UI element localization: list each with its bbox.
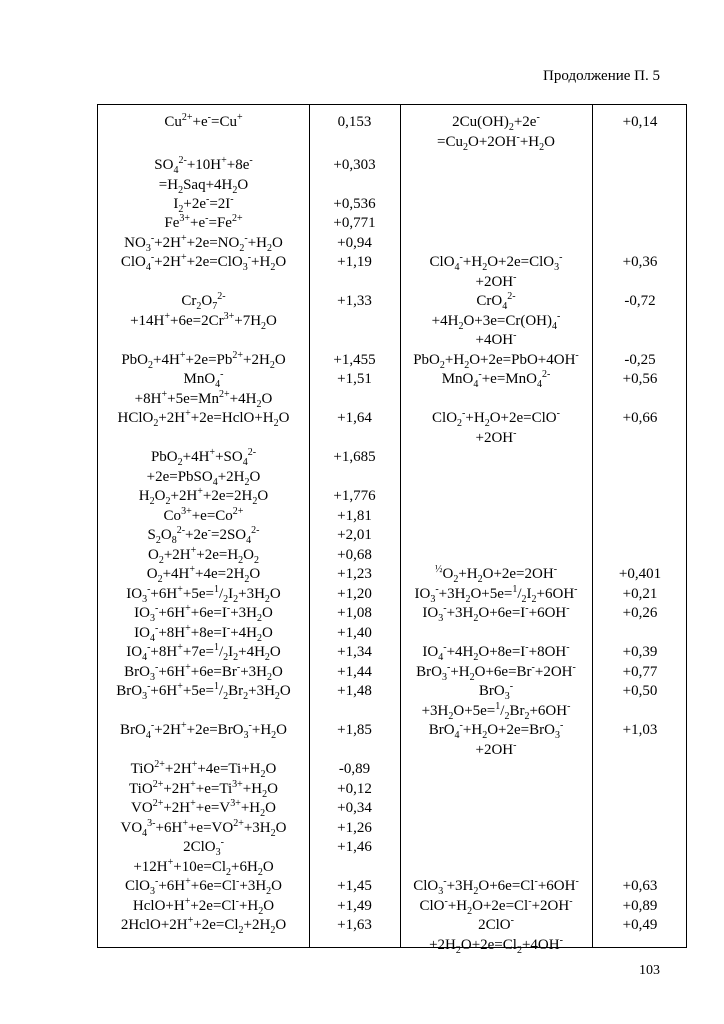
alkaline-reaction: $PbO_2+H_2O+2e=PbO+4OH^-$ <box>413 350 579 371</box>
acid-potential: +1,19 <box>337 254 372 270</box>
alkaline-potential: +0,63 <box>622 878 658 894</box>
acid-potential: +0,34 <box>337 800 372 816</box>
alkaline-reaction: BrO$_3$- $+3H_2O+5e=^1/_2Br_2+6OH^-$ <box>421 681 571 722</box>
acid-potential: +1,685 <box>333 449 376 465</box>
acid-potential: +1,81 <box>337 508 372 524</box>
acid-reaction: $HClO_2+2H^++2e=HclO+H_2O$ <box>117 408 290 429</box>
alkaline-potential: -0,25 <box>624 352 656 368</box>
acid-potential: +0,771 <box>333 215 376 231</box>
alkaline-reaction: $IO_3^-+3H_2O+5e=^1/_2I_2+6OH^-$ <box>414 584 578 605</box>
alkaline-potential: -0,72 <box>624 293 656 309</box>
acid-potential: +0,536 <box>333 196 376 212</box>
alkaline-reaction: $IO_4^-+4H_2O+8e=I^-+8OH^-$ <box>422 642 570 663</box>
acid-potential: +1,85 <box>337 722 372 738</box>
alkaline-potential: +0,26 <box>622 605 658 621</box>
acid-reaction: $IO_4^-+8H^++8e=I^-+4H_2O$ <box>134 623 273 644</box>
alkaline-potential: +0,39 <box>622 644 658 660</box>
acid-reaction: $S_2O_8^{2-}+2e^-=2SO_4^{2-}$ <box>147 525 260 546</box>
alkaline-reaction: $2Cu(OH)_2+2e^-$ $=Cu_2O+2OH^-+H_2O$ <box>437 112 555 153</box>
alkaline-potential: +0,89 <box>622 898 658 914</box>
acid-reaction: $SO_4^{2-}+10H^++8e^-$ $=H_2Saq+4H_2O$ <box>154 155 253 196</box>
alkaline-potential: +0,36 <box>622 254 658 270</box>
running-title: Продолжение П. 5 <box>543 68 660 84</box>
acid-potential: +0,68 <box>337 547 372 563</box>
acid-reaction: $BrO_3^-+6H^++6e=Br^-+3H_2O$ <box>124 662 283 683</box>
acid-potential: +1,26 <box>337 820 372 836</box>
acid-reaction: $Co^{3+}+e=Co^{2+}$ <box>163 506 244 524</box>
acid-reaction: $ClO_4^-+2H^++2e=ClO_3^-+H_2O$ <box>120 252 287 273</box>
acid-potential: +1,63 <box>337 917 372 933</box>
alkaline-reaction: $BrO_4^-+H_2O+2e=BrO_3^-$ +2OH- <box>428 720 564 758</box>
alkaline-reaction: $BrO_3^-+H_2O+6e=Br^-+2OH^-$ <box>416 662 576 683</box>
acid-potential: +1,48 <box>337 683 372 699</box>
acid-reaction: $TiO^{2+}+2H^++4e=Ti+H_2O$ <box>130 759 277 780</box>
acid-potential: 0,153 <box>337 114 372 130</box>
alkaline-potential: +0,77 <box>622 664 658 680</box>
acid-reaction: $BrO_4^-+2H^++2e=BrO_3^-+H_2O$ <box>119 720 288 741</box>
acid-potential: +1,34 <box>337 644 372 660</box>
acid-reaction: $Cr_2O_7^{2-}$ $+14H^++6e=2Cr^{3+}+7H_2O$ <box>130 291 277 332</box>
alkaline-potential: +0,14 <box>622 114 658 130</box>
acid-reaction: $ClO_3^-+6H^++6e=Cl^-+3H_2O$ <box>124 876 283 897</box>
acid-reaction: $PbO_2+4H^++SO_4^{2-}$ $+2e=PbSO_4+2H_2O$ <box>146 447 261 488</box>
page-number: 103 <box>639 963 660 978</box>
acid-potential: +0,303 <box>333 157 376 173</box>
acid-potential: +1,33 <box>337 293 372 309</box>
alkaline-potential: +1,03 <box>622 722 658 738</box>
alkaline-reaction: 2ClO- $+2H_2O+2e=Cl_2+4OH^-$ <box>429 915 563 956</box>
acid-reaction: $NO_3^-+2H^++2e=NO_2^-+H_2O$ <box>124 233 283 254</box>
acid-potential: +1,44 <box>337 664 372 680</box>
column-divider <box>592 105 593 947</box>
acid-reaction: $Cu^{2+}+e^-=Cu^+$ <box>164 112 243 130</box>
alkaline-potential: +0,56 <box>622 371 658 387</box>
alkaline-reaction: $IO_3^-+3H_2O+6e=I^-+6OH^-$ <box>422 603 570 624</box>
acid-potential: +1,64 <box>337 410 372 426</box>
acid-reaction: $I_2+2e^-=2I^-$ <box>173 194 234 215</box>
acid-potential: +1,40 <box>337 625 372 641</box>
acid-reaction: $O_2+4H^++4e=2H_2O$ <box>146 564 261 585</box>
acid-reaction: $BrO_3^-+6H^++5e=^1/_2Br_2+3H_2O$ <box>116 681 291 702</box>
acid-reaction: $VO^{2+}+2H^++e=V^{3+}+H_2O$ <box>131 798 276 819</box>
acid-potential: +1,08 <box>337 605 372 621</box>
alkaline-reaction: $ClO_3^-+3H_2O+6e=Cl^-+6OH^-$ <box>413 876 579 897</box>
acid-reaction: MnO$_4$- $+8H^++5e=Mn^{2+}+4H_2O$ <box>134 369 273 410</box>
acid-potential: +0,12 <box>337 781 372 797</box>
acid-potential: +1,23 <box>337 566 372 582</box>
alkaline-reaction: MnO$_4$-+e=MnO$_4^{2-}$ <box>441 369 551 390</box>
acid-reaction: $HclO+H^++2e=Cl^-+H_2O$ <box>132 896 275 917</box>
acid-potential: +1,776 <box>333 488 376 504</box>
alkaline-reaction: $^{\frac{1}{2}}O_2+H_2O+2e=2OH^-$ <box>434 564 558 585</box>
acid-reaction: $IO_4^-+8H^++7e=^1/_2I_2+4H_2O$ <box>126 642 281 663</box>
alkaline-reaction: $ClO^-+H_2O+2e=Cl^-+2OH^-$ <box>419 896 573 917</box>
alkaline-potential: +0,49 <box>622 917 658 933</box>
acid-reaction: $TiO^{2+}+2H^++e=Ti^{3+}+H_2O$ <box>129 779 278 800</box>
alkaline-potential: +0,401 <box>618 566 662 582</box>
acid-potential: +1,455 <box>333 352 376 368</box>
alkaline-potential: +0,66 <box>622 410 658 426</box>
acid-potential: +1,46 <box>337 839 372 855</box>
acid-potential: +1,45 <box>337 878 372 894</box>
acid-potential: +2,01 <box>337 527 372 543</box>
alkaline-potential: +0,21 <box>622 586 658 602</box>
acid-potential: +0,94 <box>337 235 372 251</box>
acid-reaction: $Fe^{3+}+e^-=Fe^{2+}$ <box>164 213 243 231</box>
acid-potential: -0,89 <box>338 761 371 777</box>
acid-reaction: 2ClO$_3$- $+12H^++10e=Cl_2+6H_2O$ <box>133 837 274 878</box>
acid-reaction: $O_2+2H^++2e=H_2O_2$ <box>147 545 260 566</box>
acid-reaction: $IO_3^-+6H^++6e=I^-+3H_2O$ <box>134 603 273 624</box>
alkaline-potential: +0,50 <box>622 683 658 699</box>
acid-potential: +1,51 <box>337 371 372 387</box>
column-divider <box>400 105 401 947</box>
alkaline-reaction: $ClO_2^-+H_2O+2e=ClO^-$ +2OH- <box>432 408 560 446</box>
acid-potential: +1,49 <box>337 898 372 914</box>
acid-reaction: $PbO_2+4H^++2e=Pb^{2+}+2H_2O$ <box>121 350 286 371</box>
electrode-potentials-table <box>97 104 687 956</box>
acid-reaction: $H_2O_2+2H^++2e=2H_2O$ <box>138 486 269 507</box>
acid-potential: +1,20 <box>337 586 372 602</box>
alkaline-reaction: CrO$_4^{2-}$ $+4H_2O+3e=Cr(OH)_4^-$ +4OH- <box>431 291 561 348</box>
acid-reaction: $VO_4^{3-}+6H^++e=VO^{2+}+3H_2O$ <box>120 818 287 839</box>
acid-reaction: $2HclO+2H^++2e=Cl_2+2H_2O$ <box>120 915 287 936</box>
acid-reaction: $IO_3^-+6H^++5e=^1/_2I_2+3H_2O$ <box>126 584 281 605</box>
alkaline-reaction: $ClO_4^-+H_2O+2e=ClO_3^-$ +2OH- <box>429 252 563 290</box>
